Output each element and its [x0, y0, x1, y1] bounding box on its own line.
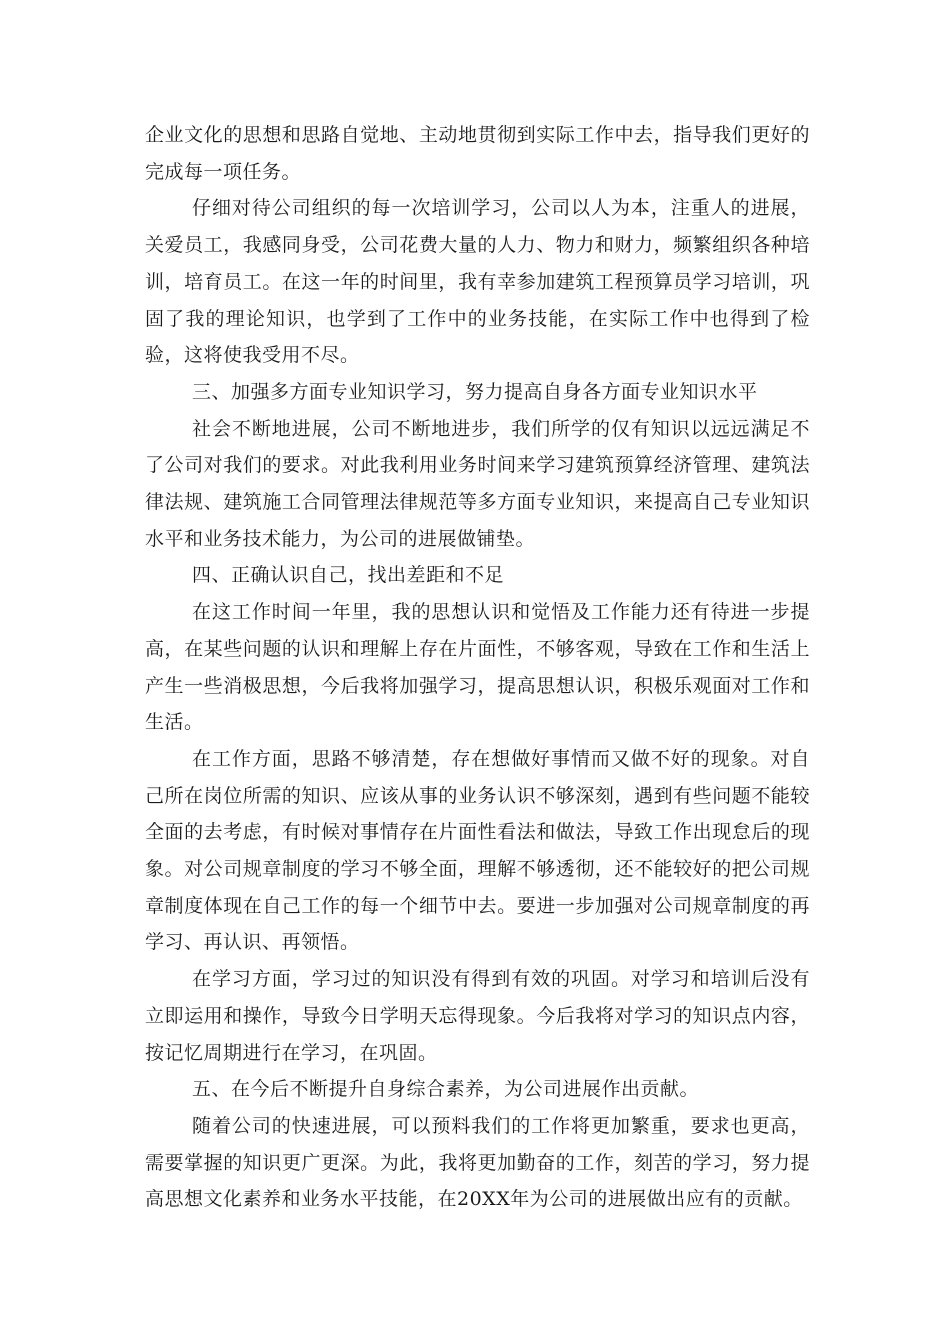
paragraph-1: 企业文化的思想和思路自觉地、主动地贯彻到实际工作中去，指导我们更好的完成每一项任务。: [145, 124, 810, 183]
paragraph-10: 随着公司的快速进展，可以预料我们的工作将更加繁重，要求也更高，需要掌握的知识更广更深。为此，我将更加勤奋的工作，刻苦的学习，努力提高思想文化素养和业务水平技能，在20XX年为公司的进展做出应有的贡献。: [145, 1114, 810, 1211]
document-body: [145, 117, 810, 1218]
section-heading-4: 四、正确认识自己，找出差距和不足: [192, 564, 505, 587]
paragraph-2: 仔细对待公司组织的每一次培训学习，公司以人为本，注重人的进展，关爱员工，我感同身受，公司花费大量的人力、物力和财力，频繁组织各种培训，培育员工。在这一年的时间里，我有幸参加建筑工程预算员学习培训，巩固了我的理论知识，也学到了工作中的业务技能，在实际工作中也得到了检验，这将使我受用不尽。: [145, 197, 810, 367]
paragraph-4: 社会不断地进展，公司不断地进步，我们所学的仅有知识以远远满足不了公司对我们的要求。对此我利用业务时间来学习建筑预算经济管理、建筑法律法规、建筑施工合同管理法律规范等多方面专业知识，来提高自己专业知识水平和业务技术能力，为公司的进展做铺垫。: [145, 417, 810, 550]
section-heading-3: 三、加强多方面专业知识学习，努力提高自身各方面专业知识水平: [192, 380, 758, 403]
section-heading-5: 五、在今后不断提升自身综合素养，为公司进展作出贡献。: [192, 1078, 700, 1101]
paragraph-8: 在学习方面，学习过的知识没有得到有效的巩固。对学习和培训后没有立即运用和操作，导致今日学明天忘得现象。今后我将对学习的知识点内容，按记忆周期进行在学习，在巩固。: [145, 968, 810, 1064]
paragraph-7: 在工作方面，思路不够清楚，存在想做好事情而又做不好的现象。对自己所在岗位所需的知识、应该从事的业务认识不够深刻，遇到有些问题不能较全面的去考虑，有时候对事情存在片面性看法和做法，导致工作出现怠后的现象。对公司规章制度的学习不够全面，理解不够透彻，还不能较好的把公司规章制度体现在自己工作的每一个细节中去。要进一步加强对公司规章制度的再学习、再认识、再领悟。: [145, 747, 810, 954]
paragraph-6: 在这工作时间一年里，我的思想认识和觉悟及工作能力还有待进一步提高，在某些问题的认识和理解上存在片面性，不够客观，导致在工作和生活上产生一些消极思想，今后我将加强学习，提高思想认识，积极乐观面对工作和生活。: [145, 601, 810, 734]
